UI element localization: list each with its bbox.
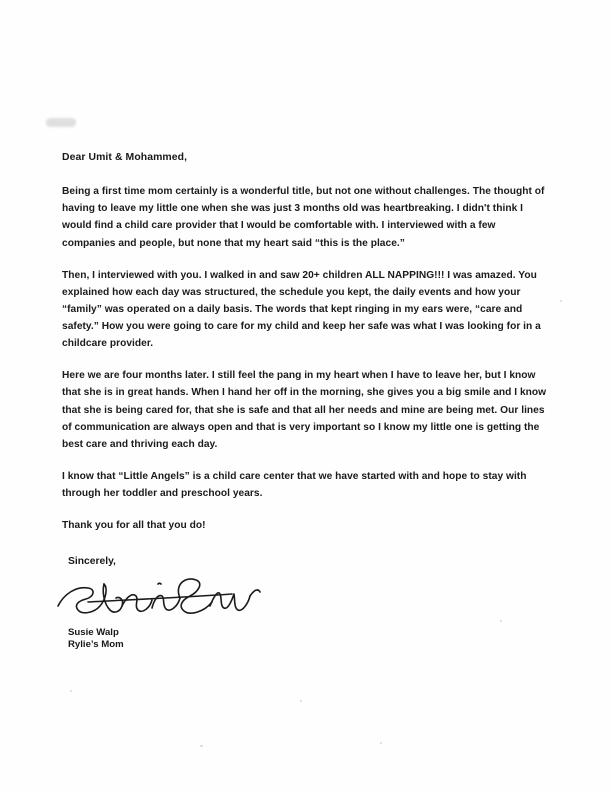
handwritten-signature — [54, 572, 264, 624]
letter-body — [62, 150, 550, 650]
closing-line: Sincerely, — [68, 556, 116, 568]
scan-smudge — [46, 118, 76, 127]
paragraph-1: Being a first time mom certainly is a wonderful title, but not one without challenges. The thought of having to leave my little one when she was just 3 months old was heartbreaking. I didn't think I would find a child care provider that I would be comfortable with. I interviewed with a few companies and people, but none that my heart said “this is the place.” — [62, 186, 545, 249]
scan-speckle — [560, 300, 562, 302]
salutation: Dear Umit & Mohammed, — [62, 152, 188, 163]
paragraph-4: I know that “Little Angels” is a child care center that we have started with and hope to stay with through her toddler and preschool years. — [62, 471, 527, 500]
scan-speckle — [300, 700, 302, 702]
scan-speckle — [70, 690, 72, 692]
scan-speckle — [380, 742, 382, 744]
signature-name: Susie Walp — [68, 626, 119, 638]
paragraph-5: Thank you for all that you do! — [62, 520, 206, 532]
scan-speckle — [200, 745, 203, 747]
signature-subtitle: Rylie’s Mom — [68, 638, 124, 650]
paragraph-3: Here we are four months later. I still feel the pang in my heart when I have to leave her, but I know that she is in great hands. When I hand her off in the morning, she gives you a big smile and I know that she is being cared for, that she is safe and that all her needs and mine are being met. Our lines of communication are always open and that is very important so I know my little one is getting the best care and thriving each day. — [62, 370, 547, 450]
paragraph-2: Then, I interviewed with you. I walked in and saw 20+ children ALL NAPPING!!! I was amazed. You explained how each day was structured, the schedule you kept, the daily events and how your “family” was operated on a daily basis. The words that kept ringing in my ears were, “care and safety.” How you were going to care for my child and keep her safe was what I was looking for in a childcare provider. — [62, 269, 541, 350]
signature-block — [62, 576, 550, 650]
